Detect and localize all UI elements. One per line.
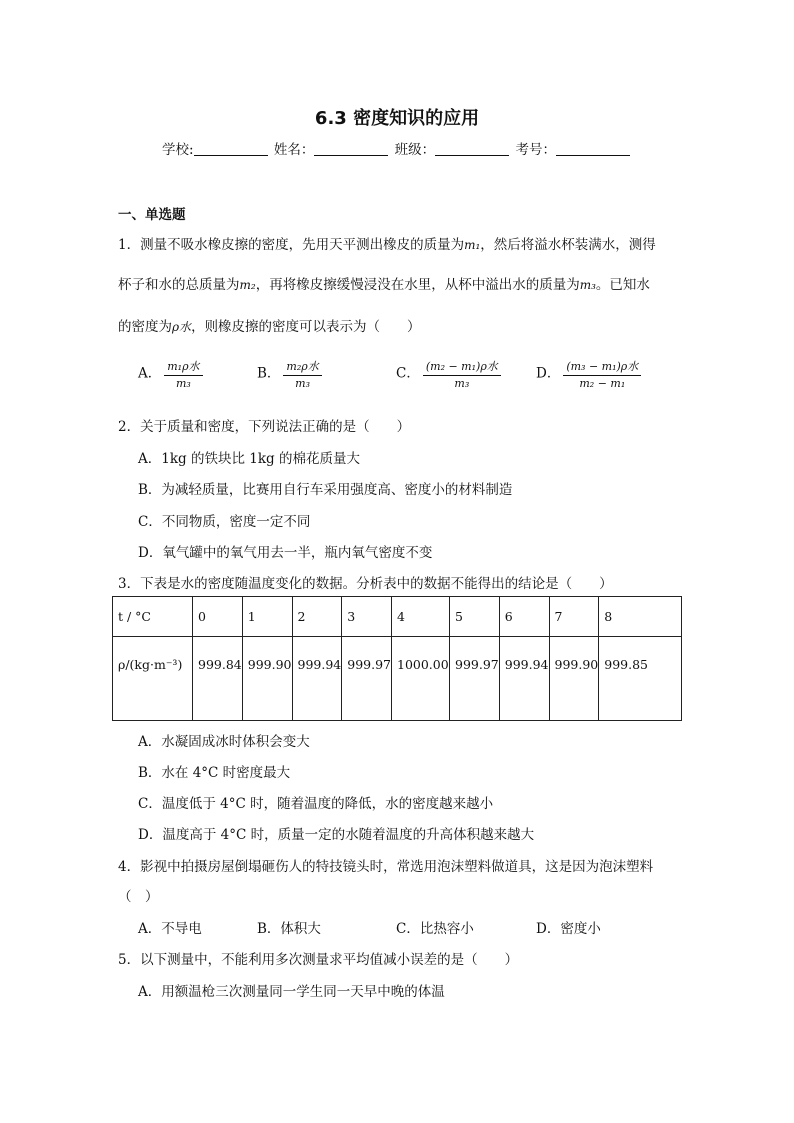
q1-text: ，再将橡皮擦缓慢浸没在水里，从杯中溢出水的质量为 bbox=[255, 277, 580, 293]
q2-option-c[interactable]: C．不同物质，密度一定不同 bbox=[138, 514, 311, 530]
q1-m2: m₂ bbox=[239, 278, 256, 292]
fraction bbox=[283, 358, 321, 390]
table-cell: 7 bbox=[549, 597, 599, 637]
q3-option-c[interactable]: C．温度低于 4°C 时，随着温度的降低，水的密度越来越小 bbox=[138, 796, 494, 812]
school-blank[interactable] bbox=[194, 143, 268, 156]
table-cell: 999.94 bbox=[292, 637, 342, 721]
q1-text: 杯子和水的总质量为 bbox=[118, 277, 240, 293]
q4-stem: 4．影视中拍摄房屋倒塌砸伤人的特技镜头时，常选用泡沫塑料做道具，这是因为泡沫塑料 bbox=[118, 859, 654, 875]
q5-stem: 5．以下测量中，不能利用多次测量求平均值减小误差的是（ ） bbox=[118, 952, 519, 968]
q1-line2 bbox=[118, 273, 650, 293]
q1-option-d[interactable] bbox=[536, 358, 641, 390]
option-label: D． bbox=[536, 365, 561, 382]
q5-option-a[interactable]: A．用额温枪三次测量同一学生同一天早中晚的体温 bbox=[138, 984, 445, 1000]
q1-option-b[interactable] bbox=[257, 358, 322, 390]
q4-option-b[interactable]: B．体积大 bbox=[257, 921, 321, 937]
table-cell: 2 bbox=[292, 597, 342, 637]
q1-option-c[interactable] bbox=[396, 358, 501, 390]
density-table bbox=[112, 596, 682, 721]
number-label: 考号： bbox=[515, 142, 556, 158]
q1-text: ，然后将溢水杯装满水，测得 bbox=[480, 237, 656, 253]
table-row bbox=[113, 637, 682, 721]
fraction bbox=[563, 358, 641, 390]
table-cell: 999.84 bbox=[193, 637, 243, 721]
table-cell: 1 bbox=[242, 597, 292, 637]
numerator: (m₃ − m₁)ρ水 bbox=[563, 358, 641, 376]
class-label: 班级： bbox=[394, 142, 436, 158]
table-cell: 999.97 bbox=[342, 637, 392, 721]
page-title: 6.3 密度知识的应用 bbox=[314, 108, 480, 129]
table-cell: t / °C bbox=[113, 597, 193, 637]
q1-m1: m₁ bbox=[464, 238, 481, 252]
q1-line1 bbox=[118, 233, 656, 253]
q2-option-a[interactable]: A．1kg 的铁块比 1kg 的棉花质量大 bbox=[138, 451, 360, 467]
denominator: m₂ − m₁ bbox=[579, 377, 626, 390]
table-cell: 999.90 bbox=[242, 637, 292, 721]
denominator: m₃ bbox=[295, 377, 310, 390]
table-cell: ρ/(kg·m⁻³) bbox=[113, 637, 193, 721]
q3-stem: 3．下表是水的密度随温度变化的数据。分析表中的数据不能得出的结论是（ ） bbox=[118, 576, 613, 592]
option-label: A． bbox=[138, 365, 162, 382]
fraction bbox=[164, 358, 202, 390]
table-cell: 3 bbox=[342, 597, 392, 637]
q1-text: ，则橡皮擦的密度可以表示为（ ） bbox=[191, 319, 421, 335]
school-label: 学校: bbox=[162, 142, 194, 158]
q4-paren: （ ） bbox=[118, 889, 159, 905]
fraction bbox=[423, 358, 501, 390]
q3-option-a[interactable]: A．水凝固成冰时体积会变大 bbox=[138, 734, 310, 750]
q3-option-b[interactable]: B．水在 4°C 时密度最大 bbox=[138, 765, 291, 781]
q1-line3 bbox=[118, 315, 421, 335]
numerator: m₂ρ水 bbox=[283, 358, 321, 376]
numerator: m₁ρ水 bbox=[164, 358, 202, 376]
q2-option-b[interactable]: B．为减轻质量，比赛用自行车采用强度高、密度小的材料制造 bbox=[138, 482, 513, 498]
table-cell: 6 bbox=[499, 597, 549, 637]
q4-option-d[interactable]: D．密度小 bbox=[536, 921, 601, 937]
name-blank[interactable] bbox=[314, 143, 388, 156]
option-label: C． bbox=[396, 365, 420, 382]
q1-m3: m₃ bbox=[579, 278, 596, 292]
student-info-line bbox=[0, 138, 794, 158]
table-cell: 999.97 bbox=[450, 637, 500, 721]
table-cell: 8 bbox=[599, 597, 682, 637]
name-label: 姓名： bbox=[273, 142, 315, 158]
q1-text: 。已知水 bbox=[595, 277, 650, 293]
denominator: m₃ bbox=[175, 377, 191, 390]
table-cell: 999.94 bbox=[499, 637, 549, 721]
q1-text: 的密度为 bbox=[118, 319, 172, 335]
q3-option-d[interactable]: D．温度高于 4°C 时，质量一定的水随着温度的升高体积越来越大 bbox=[138, 827, 535, 843]
q2-option-d[interactable]: D．氧气罐中的氧气用去一半，瓶内氧气密度不变 bbox=[138, 545, 433, 561]
q2-stem: 2．关于质量和密度，下列说法正确的是（ ） bbox=[118, 419, 411, 435]
table-cell: 0 bbox=[193, 597, 243, 637]
table-row bbox=[113, 597, 682, 637]
class-blank[interactable] bbox=[435, 143, 509, 156]
denominator: m₃ bbox=[454, 377, 470, 390]
table-cell: 4 bbox=[392, 597, 450, 637]
option-label: B． bbox=[257, 365, 281, 382]
q4-option-c[interactable]: C．比热容小 bbox=[396, 921, 474, 937]
numerator: (m₂ − m₁)ρ水 bbox=[423, 358, 501, 376]
section-heading: 一、单选题 bbox=[118, 207, 186, 223]
table-cell: 1000.00 bbox=[392, 637, 450, 721]
table-cell: 5 bbox=[450, 597, 500, 637]
q1-text: 1．测量不吸水橡皮擦的密度，先用天平测出橡皮的质量为 bbox=[118, 237, 465, 253]
q1-rho: ρ水 bbox=[172, 320, 192, 334]
table-cell: 999.85 bbox=[599, 637, 682, 721]
q4-option-a[interactable]: A．不导电 bbox=[138, 921, 202, 937]
number-blank[interactable] bbox=[556, 143, 630, 156]
table-cell: 999.90 bbox=[549, 637, 599, 721]
q1-option-a[interactable] bbox=[138, 358, 203, 390]
